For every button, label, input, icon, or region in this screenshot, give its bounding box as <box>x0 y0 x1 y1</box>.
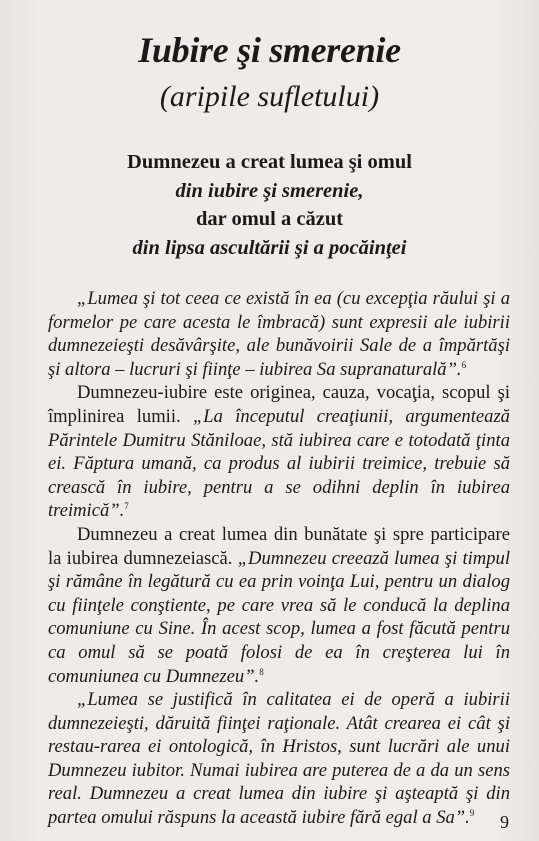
paragraph-1 <box>48 287 510 381</box>
footnote-marker-7: 7 <box>124 501 129 512</box>
heading-line-1: Dumnezeu a creat lumea şi omul <box>127 151 412 173</box>
page-number: 9 <box>500 812 509 832</box>
paragraph-2-text: Dumnezeu-iubire este originea, cauza, vocaţia, scopul şi împlinirea lumii. <box>48 382 510 427</box>
page-subtitle: (aripile sufletului) <box>159 80 380 113</box>
footnote-marker-8: 8 <box>259 666 264 677</box>
page-title: Iubire şi smerenie <box>138 30 401 70</box>
heading-line-3: dar omul a căzut <box>195 208 344 230</box>
paragraph-2 <box>48 381 510 523</box>
quote-4: „Lumea se justifică în calitatea ei de operă a iubirii dumnezeieşti, dăruită fiinţei raţionale. Atât crearea ei cât şi restau-rarea ei ontologică, în Hristos, sunt lucrări ale unui Dumnezeu iubitor. Numai iubirea are puterea de a da un sens real. Dumnezeu a creat lumea din iubire şi aşteaptă şi din partea omului răspuns la această iubire fără egal a Sa”. <box>48 689 510 829</box>
footnote-marker-9: 9 <box>469 808 475 819</box>
quote-1: „Lumea şi tot ceea ce există în ea (cu excepţia răului şi a formelor pe care acesta le îmbracă) sunt expresii ale iubirii dumnezeieşti desăvârşite, ale bunăvoirii Sale de a împărtăşi şi altora – lucruri şi fiinţe – iubirea Sa supranaturală”. <box>48 288 510 380</box>
paragraph-3-text: Dumnezeu a creat lumea din bunătate şi spre participare la iubirea dumnezeiască. <box>48 523 510 569</box>
paragraph-4 <box>48 688 510 830</box>
body-text <box>48 287 510 830</box>
footnote-marker-6: 6 <box>461 359 467 370</box>
heading-line-4: din lipsa ascultării şi a pocăinţei <box>132 236 407 259</box>
heading-line-2: din iubire şi smerenie, <box>175 179 364 202</box>
quote-2: „La începutul creaţiunii, argumentează Părintele Dumitru Stăniloae, stă iubirea care e totodată ţinta ei. Făptura umană, ca produs al iubirii treimice, trebuie să crească în iubire, pentru a se odihni deplin în iubirea treimică”. <box>48 405 510 522</box>
paragraph-3 <box>48 523 510 688</box>
quote-3: „Dumnezeu creează lumea şi timpul şi rămâne în legătură cu ea prin voinţa Lui, pentru un dialog cu fiinţele conştiente, pe care vrea să le conducă la deplina comuniune cu Sine. În acest scop, lumea a fost făcută pentru ca omul să se poată folosi de ea în creşterea lui în comuniunea cu Dumnezeu”. <box>48 547 510 687</box>
section-heading <box>0 148 539 262</box>
